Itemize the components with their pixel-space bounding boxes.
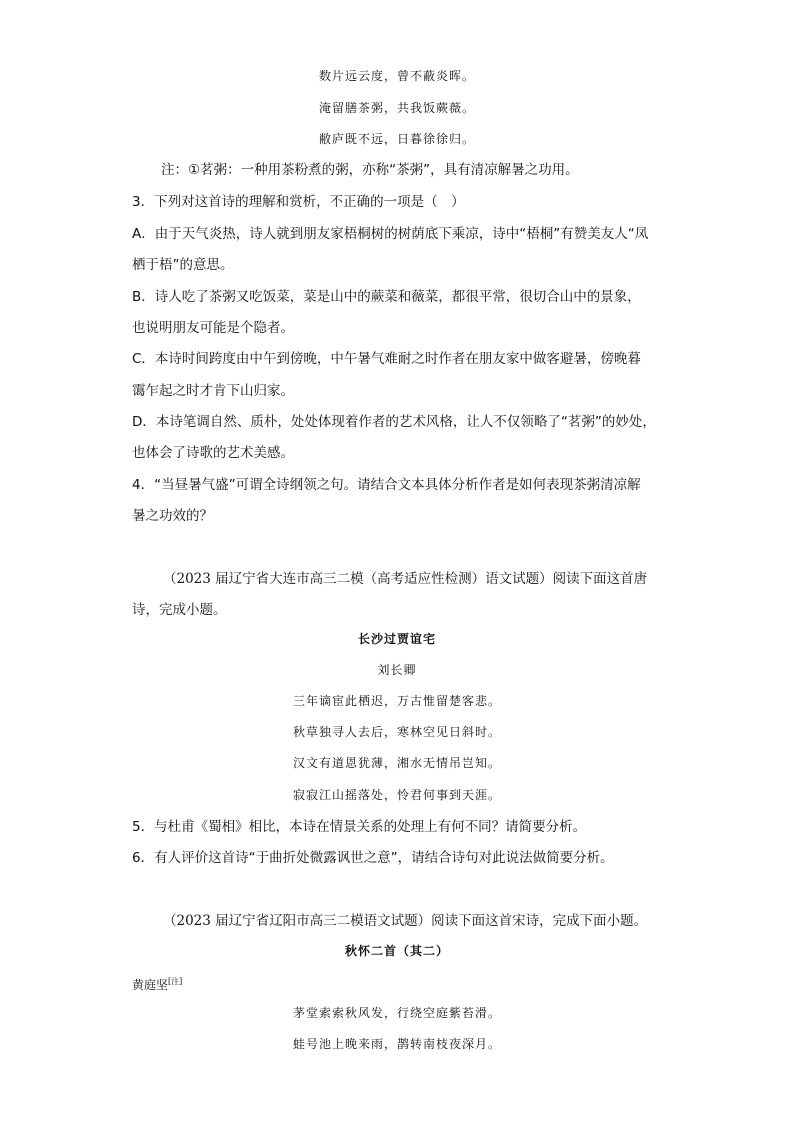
question-6: 6．有人评价这首诗“于曲折处微露讽世之意”，请结合诗句对此说法做简要分析。 bbox=[132, 850, 614, 866]
poem-line: 数片远云度，曾不蔽炎晖。 bbox=[318, 69, 475, 83]
author-note-mark: [注] bbox=[168, 977, 183, 986]
section-intro-cont: 诗，完成小题。 bbox=[132, 602, 227, 618]
option-a-cont: 栖于梧”的意思。 bbox=[132, 257, 234, 273]
option-b-cont: 也说明朋友可能是个隐者。 bbox=[132, 320, 294, 336]
poem-title: 秋怀二首（其二） bbox=[344, 944, 449, 958]
poem-author: 刘长卿 bbox=[377, 663, 417, 677]
question-3-stem: 3．下列对这首诗的理解和赏析，不正确的一项是（ ） bbox=[132, 194, 465, 210]
poem-line: 三年谪宦此栖迟，万古惟留楚客悲。 bbox=[292, 694, 501, 708]
option-d-cont: 也体会了诗歌的艺术美感。 bbox=[132, 445, 294, 461]
poem-author bbox=[132, 973, 182, 994]
option-a: A．由于天气炎热，诗人就到朋友家梧桐树的树荫底下乘凉，诗中“梧桐”有赞美友人“凤 bbox=[132, 226, 649, 242]
option-c: C．本诗时间跨度由中午到傍晚，中午暑气难耐之时作者在朋友家中做客避暑，傍晚暮 bbox=[132, 351, 641, 367]
poem-line: 寂寂江山摇落处，怜君何事到天涯。 bbox=[292, 788, 501, 802]
option-c-cont: 霭乍起之时才肯下山归家。 bbox=[132, 383, 294, 399]
question-4-cont: 暑之功效的？ bbox=[132, 508, 213, 524]
poem-line: 茅堂索索秋风发，行绕空庭紫苔滑。 bbox=[292, 1006, 501, 1020]
poem-line: 汉文有道恩犹薄，湘水无情吊岂知。 bbox=[292, 756, 501, 770]
option-d: D．本诗笔调自然、质朴，处处体现着作者的艺术风格，让人不仅领略了“茗粥”的妙处， bbox=[132, 414, 656, 430]
question-4: 4．“当昼暑气盛”可谓全诗纲领之句。请结合文本具体分析作者是如何表现茶粥清凉解 bbox=[132, 477, 641, 493]
poem-line: 秋草独寻人去后，寒林空见日斜时。 bbox=[292, 725, 501, 739]
poem-title: 长沙过贾谊宅 bbox=[357, 632, 436, 646]
footnote: 注：①茗粥：一种用茶粉煮的粥，亦称“茶粥”，具有清凉解暑之功用。 bbox=[161, 162, 579, 178]
section-intro: （2023 届辽宁省辽阳市高三二模语文试题）阅读下面这首宋诗，完成下面小题。 bbox=[163, 913, 648, 929]
poem-line: 淹留膳茶粥，共我饭蕨薇。 bbox=[318, 101, 475, 115]
poem-line: 敝庐既不远，日暮徐徐归。 bbox=[318, 132, 475, 146]
section-intro: （2023 届辽宁省大连市高三二模（高考适应性检测）语文试题）阅读下面这首唐 bbox=[163, 571, 648, 587]
question-5: 5．与杜甫《蜀相》相比，本诗在情景关系的处理上有何不同？请简要分析。 bbox=[132, 819, 587, 835]
poem-line: 蛙号池上晚来雨，鹊转南枝夜深月。 bbox=[292, 1037, 501, 1051]
author-name: 黄庭坚 bbox=[132, 978, 169, 992]
option-b: B．诗人吃了茶粥又吃饭菜，菜是山中的蕨菜和薇菜，都很平常，很切合山中的景象， bbox=[132, 289, 641, 305]
